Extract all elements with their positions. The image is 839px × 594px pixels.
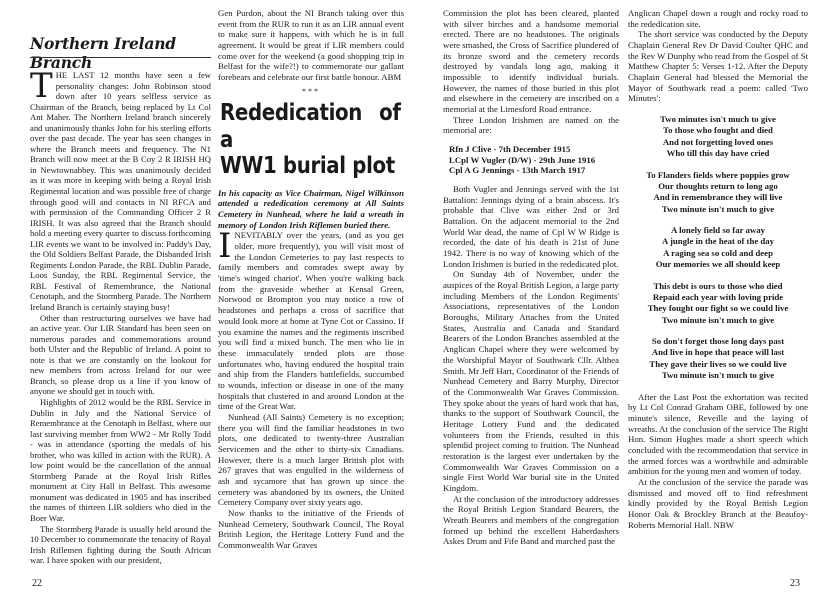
column-1 xyxy=(30,66,211,566)
article-paragraph-1: INEVITABLY over the years, (and as you get older, more frequently), you will visit most of the London Cemeteries to pay last respects to family members and comrades swept away by 'time's winged chariot'. When you're walking back from the graveside whether at Kensal Green, Norwood or Brompton you may notice a row of headstones and perhaps a cross of sacrifice that would look more at home at Tyne Cot or Cassino. If you examine the names and the regiments inscribed you will find a mixed bunch. The men who lie in these immaculately tended plots are those unfortunates who, having endured the hospital train and ship from the Flanders battlefields, succumbed to wounds, infection or disease in one of the many hospitals that clustered in and around London at the time of the Great War. xyxy=(218,226,404,412)
article-standfirst: In his capacity as Vice Chairman, Nigel Wilkinson attended a rededication ceremony at All Saints Cemetery in Nunhead, where he laid a wreath in memory of London Irish Riflemen buried there. xyxy=(218,187,404,230)
article-paragraph-10: The short service was conducted by the Deputy Chaplain General Rev Dr David Coulter QHC and the Rev W Dunphy who read from the Gospel of St Matthew Chapter 5: Verses 1-12. After the Deputy Chaplain General had blessed the Memorial the Mayor of Southwark read a poem: called 'Two Minutes': xyxy=(628,29,808,104)
section-title: Northern Ireland Branch xyxy=(30,34,176,72)
poem-stanza: This debt is ours to those who died Repaid each year with loving pride They fought our fight so we could live Two minute isn't much to give xyxy=(647,280,789,325)
page-number-left: 22 xyxy=(32,578,42,589)
name-entry: Cpl A G Jennings - 13th March 1917 xyxy=(449,165,586,176)
title-rule xyxy=(30,57,211,58)
article-paragraph-12: At the conclusion of the service the parade was dismissed and moved off to find refreshment kindly provided by the Royal British Legion Honor Oak & Brockley Branch at the Beaufoy-Roberts Memorial Hall. NBW xyxy=(628,476,808,530)
names-list xyxy=(449,144,619,176)
article-paragraph-6: Both Vugler and Jennings served with the 1st Battalion: Jennings dying of a brain abscess. It's probable that Clive was either 2nd or 3rd Battalion. On the adjacent memorial to the 2nd World War dead, the name of Cpl W W Ridge is recorded, the date of his death is 21st of June 1942. There is no way of knowing which of the London Irishmen is buried in the rededicated plot. xyxy=(443,184,619,269)
branch-paragraph-2: Other than restructuring ourselves we have had an active year. Our LIR Standard has been seen on numerous parades and commemorations around both Ulster and the Republic of Ireland. A point to note is that we are constantly on the lookout for new members from across Ireland for our wee Branch, so please drop us a line if you know of anyone we should get in touch with. xyxy=(30,312,211,397)
poem-stanza: Two minutes isn't much to give To those who fought and died And not forgetting loved ones Who till this day have cried xyxy=(660,114,776,159)
dropcap: T xyxy=(30,66,53,106)
article-paragraph-9: Anglican Chapel down a rough and rocky road to the rededication site. xyxy=(628,8,808,29)
poem-stanza: So don't forget those long days past And live in hope that peace will last They gave their lives so we could live Two minute isn't much to give xyxy=(649,336,787,381)
branch-paragraph-1: THE LAST 12 months have seen a few personality changes: John Robinson stood down after 10 years selfless service as Chairman of the Branch, being replaced by Lt Col Ant Maher. The Northern Ireland branch sincerely and unanimously thanks John for his sterling efforts over the past decade. The year has seen changes in where the Branch meets and frequency. The N1 Branch will now meet at the B Coy 2 R IRISH HQ in Newtownabbey. This was unanimously decided as it was more in keeping with being a Royal Irish Regimental location and was possible free of charge through good will and contacts in NI RFCA and with permission of the Commanding Officer 2 R IRISH. It was also agreed that the Branch should hold a meeting every quarter to discuss forthcoming LIR events we want to be involved in: Paddy's Day, the Old Soldiers Belfast Parade, the Disbanded Irish Regiments London Parade, the RBL Dublin Parade, Loos Sunday, the RBL Regimental Service, the RBL Festival of Remembrance, the National Cenotaph, and the Stormberg Parade. The Northern Ireland Branch is certainly staying busy! xyxy=(30,66,211,313)
column-4 xyxy=(628,8,808,530)
article-headline: Rededication of a WW1 burial plot xyxy=(220,100,401,180)
article-paragraph-5: Three London Irishmen are named on the memorial are: xyxy=(443,114,619,136)
poem-stanza: To Flanders fields where poppies grow Our thoughts return to long ago And in remembrance they will live Two minute isn't much to give xyxy=(646,169,790,214)
article-paragraph-11: After the Last Post the exhortation was recited by Lt Col Conrad Graham OBE, followed by one minute's silence, Reveille and the laying of wreaths. At the conclusion of the service The Right Hon. Simon Hughes made a short speech which concluded with the recommendation that service in the armed forces was a worthwhile and admirable ambition for the young men and women of today. xyxy=(628,391,808,477)
poem xyxy=(628,114,808,382)
page-number-right: 23 xyxy=(790,578,800,589)
dropcap: I xyxy=(218,226,232,267)
column-2 xyxy=(218,8,404,551)
article-paragraph-4: Commission the plot has been cleared, planted with silver birches and a handsome memorial erected. There are no headstones. The originals were smashed, the Cross of Sacrifice plundered of its bronze sword and the cemetery records destroyed by vandals long ago, making it impossible to identify individual burials. However, the names of those buried in this plot and elsewhere in the cemetery are inscribed on a memorial at the Limesford Road entrance. xyxy=(443,8,619,115)
name-entry: Rfn J Clive - 7th December 1915 xyxy=(449,144,571,155)
article-paragraph-2: Nunhead (All Saints) Cemetery is no exception; there you will find the familiar headstones in two plots, one dedicated to twenty-three Australian Servicemen and the other to thirty-six Canadians. However, there is a much larger British plot with 267 graves that was engulfed in the wilderness of ash and sycamore that has grown up since the cemetery was abandoned by its owners, the United Cemetery Company over sixty years ago. xyxy=(218,411,404,508)
column-3 xyxy=(443,8,619,547)
branch-paragraph-5: Gen Purdon, about the NI Branch taking over this event from the RUR to run it as an LIR annual event to make sure it happens, with which he is in full agreement. It would be great if LIR members could come over for the weekend (a good shopping trip in Belfast for the wife?!) to commemorate our gallant forebears and celebrate our first battle honour. ABM xyxy=(218,8,404,83)
article-paragraph-8: At the conclusion of the introductory addresses the Royal British Legion Standard Bearers, the Wreath Bearers and members of the congregation formed up behind the excellent Haberdashers Askes Drum and Fife Band and marched past the xyxy=(443,493,619,547)
name-entry: LCpl W Vugler (D/W) - 29th June 1916 xyxy=(449,154,596,165)
article-paragraph-7: On Sunday 4th of November, under the auspices of the Royal British Legion, a large party including Members of the London Regiments' Associations, representatives of the London Boroughs, Military Attaches from the United States, Australia and Canada and Standard Bearers of the London Branches assembled at the Anglican Chapel where they were welcomed by the Worshipful Mayor of Southwark Cllr. Althea Smith. Mr Jeff Hart, Coordinator of the Friends of Nunhead Cemetery and Barry Murphy, Director of the Commonwealth War Graves Commission. They spoke about the years of hard work that has, thanks to the support of Southwark Council, the Heritage Lottery Fund and the dedicated volunteers from the Friends, resulted in this splendid project coming to fruition. The Nunhead restoration is the largest ever undertaken by the Commonwealth War Graves Commission on a single First World War burial site in the United Kingdom. xyxy=(443,269,620,493)
branch-paragraph-3: Highlights of 2012 would be the RBL Service in Dublin in July and the National Service of Remembrance at the Cenotaph in Belfast, where our last surviving member from WW2 - Mr Rolly Todd - was in attendance (sporting the medals of his brother, who was killed in action with the RUR). A low point would be the cancellation of the annual Stormberg Parade at the Royal Irish Rifles monument at City Hall in Belfast. This awesome monument was dedicated in 1905 and has inscribed the names of thirteen LIR soldiers who died in the Boer War. xyxy=(30,396,211,523)
article-paragraph-3: Now thanks to the initiative of the Friends of Nunhead Cemetery, Southwark Council, The Royal British Legion, the Heritage Lottery Fund and the Commonwealth War Graves xyxy=(218,507,404,550)
branch-paragraph-4: The Stormberg Parade is usually held around the 10 December to commemorate the tenacity of Royal Irish Riflemen fighting during the South African war. I have spoken with our president, xyxy=(30,523,211,566)
section-separator: *** xyxy=(302,86,320,96)
poem-stanza: A lonely field so far away A jungle in the heat of the day A raging sea so cold and deep Our memories we all should keep xyxy=(655,225,781,270)
